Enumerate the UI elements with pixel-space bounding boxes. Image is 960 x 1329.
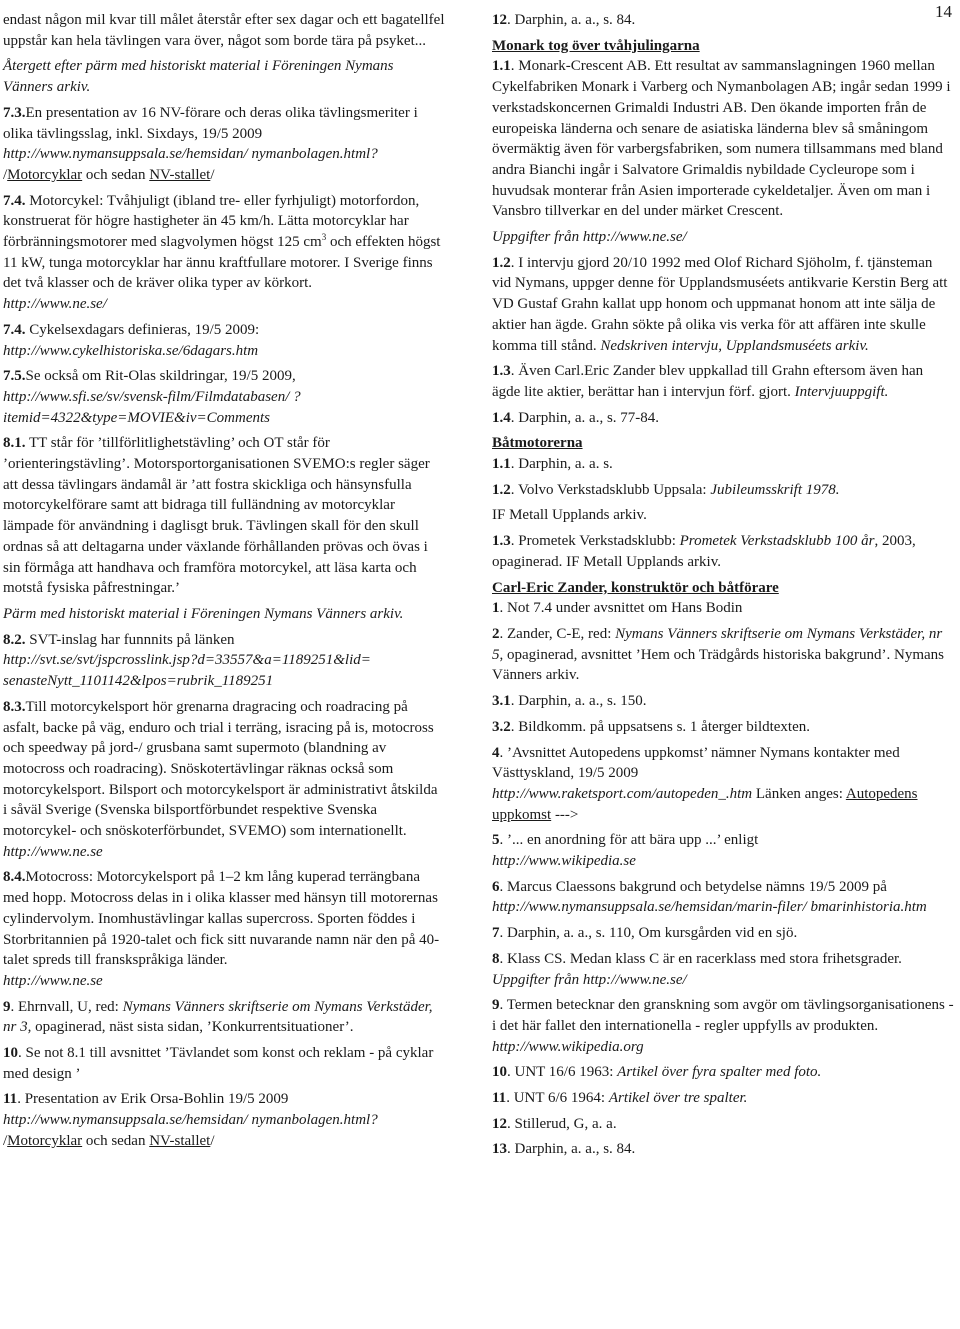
- note-1-2b: 1.2. Volvo Verkstadsklubb Uppsala: Jubileumsskrift 1978.: [492, 481, 840, 498]
- note-url[interactable]: http://www.wikipedia.se: [492, 853, 636, 870]
- note-7: 7. Darphin, a. a., s. 110, Om kursgården vid en sjö.: [492, 925, 798, 942]
- note-12: 12. Darphin, a. a., s. 84.: [492, 12, 636, 28]
- note-source: Pärm med historiskt material i Föreningen Nymans Vänners arkiv.: [3, 605, 404, 622]
- section-heading-monark: Monark tog över tvåhjulingarna: [492, 37, 700, 54]
- note-4: 4. ’Avsnittet Autopedens uppkomst’ nämner Nymans kontakter med Västtyskland, 19/5 2009 http://www.raketsport.com/autopeden_.htm Länken anges: Autopedens uppkomst --->: [492, 744, 918, 823]
- note-6: 6. Marcus Claessons bakgrund och betydelse nämns 19/5 2009 på http://www.nymansuppsala.se/hemsidan/marin-filer/ bmarinhistoria.htm: [492, 878, 927, 916]
- note-8: 8. Klass CS. Medan klass C är en racerklass med stora frihetsgrader. Uppgifter från http://www.ne.se/: [492, 950, 902, 988]
- note-url[interactable]: http://svt.se/svt/jspcrosslink.jsp?d=33557&a=1189251&lid= senasteNytt_1101142&lpos=rubrik_1189251: [3, 652, 371, 690]
- note-1-1b: 1.1. Darphin, a. a. s.: [492, 456, 613, 473]
- note-11: 11. Presentation av Erik Orsa-Bohlin 19/5 2009 http://www.nymansuppsala.se/hemsidan/ nymanbolagen.html? /Motorcyklar och sedan NV-stallet/: [3, 1091, 378, 1149]
- link-nv-stallet[interactable]: NV-stallet: [149, 1132, 211, 1149]
- left-column: [3, 10, 445, 1157]
- note-source: Uppgifter från http://www.ne.se/: [492, 229, 687, 246]
- right-column: [492, 10, 954, 1165]
- note-source: IF Metall Upplands arkiv.: [492, 507, 647, 524]
- note-url[interactable]: http://www.ne.se/: [3, 296, 107, 313]
- section-heading-zander: Carl-Eric Zander, konstruktör och båtförare: [492, 579, 779, 596]
- link-motorcyklar[interactable]: Motorcyklar: [7, 1132, 83, 1149]
- note-3-1: 3.1. Darphin, a. a., s. 150.: [492, 693, 647, 710]
- note-url[interactable]: http://www.ne.se: [3, 972, 103, 989]
- note-url[interactable]: http://www.sfi.se/sv/svensk-film/Filmdatabasen/ ?itemid=4322&type=MOVIE&iv=Comments: [3, 388, 301, 426]
- note-1c: 1. Not 7.4 under avsnittet om Hans Bodin: [492, 600, 743, 617]
- note-1-3: 1.3. Även Carl.Eric Zander blev uppkallad till Grahn eftersom även han ägde lite aktier, berättar han i intervjun förf. gjort. Intervjuuppgift.: [492, 363, 924, 400]
- link-nv-stallet[interactable]: NV-stallet: [149, 166, 211, 183]
- section-heading-batmotorerna: Båtmotorerna: [492, 435, 583, 452]
- note-10: 10. Se not 8.1 till avsnittet ’Tävlandet som konst och reklam - på cyklar med design ’: [3, 1045, 434, 1082]
- note-7-4: 7.4. Motorcykel: Tvåhjuligt (ibland tre- eller fyrhjuligt) motorfordon, konstruerat för högre hastigheter än 45 km/h. Lätta motorcyklar har förbränningsmotorer med slagvolymen högst 125 $cm^3$ och effekten högst 11 kW, tunga motorcyklar har ännu kraftfullare motorer. I Sverige finns det två klasser och de kräver olika typer av körkort. http://www.ne.se/: [3, 192, 441, 313]
- note-9b: 9. Termen betecknar den granskning som avgör om tävlingsorganisationens - i det här fallet den internationella - regler uppfylls av produkten. http://www.wikipedia.org: [492, 997, 954, 1055]
- note-9: 9. Ehrnvall, U, red: Nymans Vänners skriftserie om Nymans Verkstäder, nr 3, opaginerad, näst sista sidan, ’Konkurrentsituationer’.: [3, 998, 433, 1036]
- page-number: 14: [935, 2, 952, 21]
- note-3-2: 3.2. Bildkomm. på uppsatsens s. 1 återger bildtexten.: [492, 718, 811, 735]
- note-13: 13. Darphin, a. a., s. 84.: [492, 1141, 636, 1158]
- link-motorcyklar[interactable]: Motorcyklar: [7, 166, 83, 183]
- note-7-3: 7.3.En presentation av 16 NV-förare och deras olika tävlingsmeriter i olika tävlingsslag, inkl. Sixdays, 19/5 2009 http://www.nymansuppsala.se/hemsidan/ nymanbolagen.html? /Motorcyklar och sedan NV-stallet/: [3, 104, 418, 183]
- link-autopedens-uppkomst[interactable]: Autopedens uppkomst: [492, 785, 918, 823]
- note-12b: 12. Stillerud, G, a. a.: [492, 1115, 617, 1132]
- note-2c: 2. Zander, C-E, red: Nymans Vänners skriftserie om Nymans Verkstäder, nr 5, opaginerad, avsnittet ’Hem och Trädgårds historiska bakgrund’. Nymans Vänners arkiv.: [492, 625, 944, 684]
- note-url[interactable]: http://www.ne.se: [3, 843, 103, 860]
- note-url[interactable]: http://www.nymansuppsala.se/hemsidan/marin-filer/ bmarinhistoria.htm: [492, 899, 927, 916]
- note-url[interactable]: http://www.nymansuppsala.se/hemsidan/ nymanbolagen.html?: [3, 1112, 378, 1129]
- note-10b: 10. UNT 16/6 1963: Artikel över fyra spalter med foto.: [492, 1064, 822, 1081]
- note-source: Återgett efter pärm med historiskt material i Föreningen Nymans Vänners arkiv.: [3, 58, 394, 96]
- note-url[interactable]: http://www.nymansuppsala.se/hemsidan/ nymanbolagen.html?: [3, 146, 378, 163]
- note-8-2: 8.2. SVT-inslag har funnnits på länken http://svt.se/svt/jspcrosslink.jsp?d=33557&a=1189251&lid= senasteNytt_1101142&lpos=rubrik_1189251: [3, 631, 371, 690]
- note-8-1: 8.1. TT står för ’tillförlitlighetstävling’ och OT står för ’orienteringstävling’. Motorsportorganisationen SVEMO:s regler säger att dessa tävlingars ändamål är ’att fostra skickliga och hänsynsfulla motorcykelförare samt att bidraga till fulländning av motorcyklar lämpade för användning i daglisgt bruk. Tävlingen skall för den skull ordnas så att deltagarna under växlande förhållanden prövas och övas i sin förmåga att handhava och framföra motorcykel, att läsa karta och motstå fysiska påfrestningar.’: [3, 435, 430, 597]
- note-1-1: 1.1. Monark-Crescent AB. Ett resultat av sammanslagningen 1960 mellan Cykelfabriken Monark i Varberg och Nymanbolagen AB; ingår sedan 1999 i verkstadskoncernen Grimaldi Industri AB. Den ökande importen från de europeiska länderna och senare de asiatiska länderna blev så småningom övermäktig även för varbergsfabriken, som numera tillsammans med bland andra Bianchi ingår i Salvatore Grimaldis nybildade Cycleurope som i huvudsak monterar från Asien importerade cykeldetaljer. Även om man i Vansbro tillverkar en del under märket Crescent.: [492, 58, 951, 220]
- note-7-4b: 7.4. Cykelsexdagars definieras, 19/5 2009: http://www.cykelhistoriska.se/6dagars.htm: [3, 321, 260, 359]
- note-url[interactable]: http://www.raketsport.com/autopeden_.htm: [492, 785, 753, 802]
- note-8-3: 8.3.Till motorcykelsport hör grenarna dragracing och roadracing på asfalt, backe på väg, enduro och trial i terräng, isracing på is, motocross och speedway på jord-/ grusbana samt supermoto (blandning av motocross och roadracing). Snöskotertävlingar räknas också som motorcykelsport. Bilsport och motorcykelsport är administrativt åtskilda i såväl Sverige (Svenska bilsportförbundet respektive Svenska motorcykel- och snöskoterförbundet, SVEMO) som internationellt. http://www.ne.se: [3, 698, 438, 860]
- note-continuation: endast någon mil kvar till målet återstår efter sex dagar och ett bagatellfel uppstår kan hela tävlingen vara över, något som borde tära på psyket...: [3, 12, 445, 49]
- note-1-2: 1.2. I intervju gjord 20/10 1992 med Olof Richard Sjöholm, f. tjänsteman vid Nymans, uppger denne för Upplandsmuséets antikvarie Kerstin Berg att VD Gustaf Grahn kallat upp honom och uppmanat honom att inte sälja de aktier han ägde. Grahn sökte på olika vis verka för att affären inte skulle komma till stånd. Nedskriven intervju, Upplandsmuséets arkiv.: [492, 254, 948, 354]
- note-1-4: 1.4. Darphin, a. a., s. 77-84.: [492, 409, 660, 426]
- note-8-4: 8.4.Motocross: Motorcykelsport på 1–2 km lång kuperad terrängbana med hopp. Motocross delas in i olika klasser med hänsyn till motorernas cylindervolym. Inomhustävlingar kallas supercross. Sporten föddes i Storbritannien på 1920-talet och fick sitt nuvarande namn när den på 40-talet spreds till franskspråkiga länder. http://www.ne.se: [3, 869, 440, 989]
- note-7-5: 7.5.Se också om Rit-Olas skildringar, 19/5 2009, http://www.sfi.se/sv/svensk-film/Filmdatabasen/ ?itemid=4322&type=MOVIE&iv=Comments: [3, 368, 301, 426]
- note-1-3b: 1.3. Prometek Verkstadsklubb: Prometek Verkstadsklubb 100 år, 2003, opaginerad. IF Metall Upplands arkiv.: [492, 533, 916, 570]
- note-5: 5. ’... en anordning för att bära upp ...’ enligt http://www.wikipedia.se: [492, 832, 759, 870]
- note-url[interactable]: http://www.cykelhistoriska.se/6dagars.htm: [3, 342, 259, 359]
- note-11b: 11. UNT 6/6 1964: Artikel över tre spalter.: [492, 1090, 748, 1107]
